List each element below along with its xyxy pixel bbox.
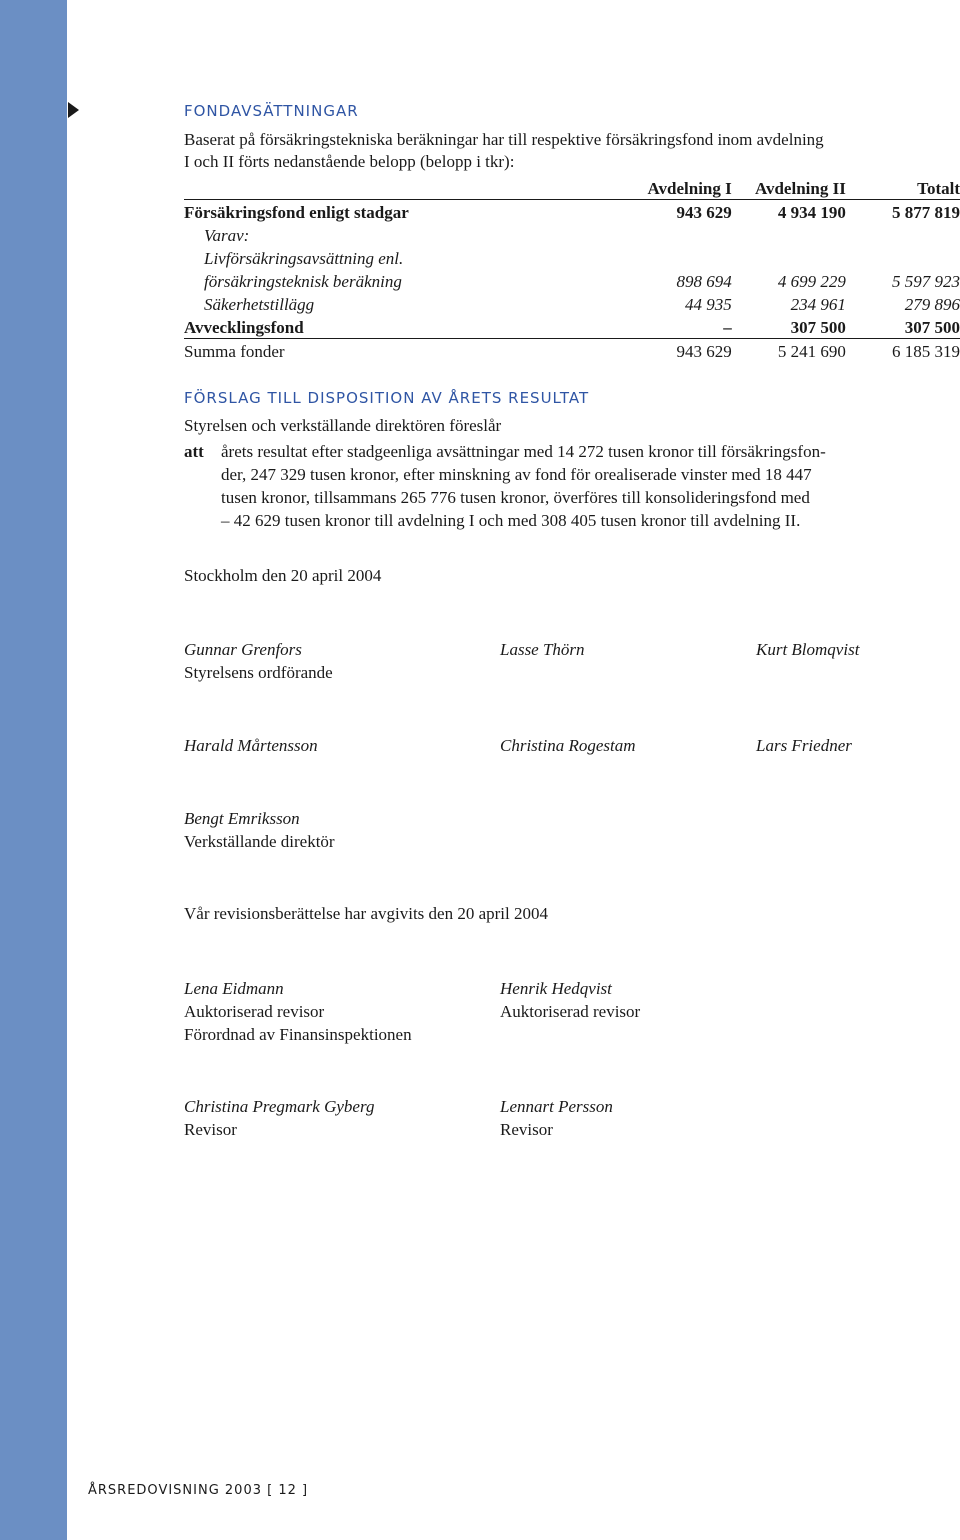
signature-block — [756, 734, 852, 757]
row-label: Säkerhetstillägg — [204, 295, 315, 314]
proposal-line: der, 247 329 tusen kronor, efter minskning av fond för orealiserade vinster med 18 447 — [221, 465, 812, 484]
table-row — [184, 200, 960, 224]
auditor-block — [184, 1095, 374, 1141]
signature-block — [500, 638, 585, 661]
auditor-title: Auktoriserad revisor — [184, 1002, 325, 1021]
table-row — [184, 315, 960, 339]
signature-block — [756, 638, 859, 661]
table-row — [184, 269, 960, 292]
proposal-text — [221, 440, 960, 532]
fund-intro-line: I och II förts nedanstående belopp (belopp i tkr): — [184, 152, 515, 171]
signatory-title: Styrelsens ordförande — [184, 663, 333, 682]
section-arrow-icon — [68, 102, 79, 118]
row-label: Livförsäkringsavsättning enl. — [204, 249, 404, 268]
auditor-title: Auktoriserad revisor — [500, 1002, 641, 1021]
signature-block — [184, 638, 333, 684]
auditor-name: Lennart Persson — [500, 1097, 613, 1116]
signature-block — [184, 807, 335, 853]
cell-value: 943 629 — [676, 342, 732, 361]
table-row — [184, 339, 960, 363]
audit-statement: Vår revisionsberättelse har avgivits den 20 april 2004 — [184, 904, 548, 923]
row-label: Försäkringsfond enligt stadgar — [184, 203, 409, 222]
table-row — [184, 246, 960, 269]
fund-intro — [184, 129, 824, 173]
table-row — [184, 292, 960, 315]
cell-value: – — [723, 318, 732, 337]
fund-table — [184, 176, 960, 362]
row-label: Avvecklingsfond — [184, 318, 304, 337]
row-label: försäkringsteknisk beräkning — [204, 272, 402, 291]
column-header: Avdelning II — [754, 179, 846, 198]
cell-value: 898 694 — [676, 272, 732, 291]
signatory-name: Lasse Thörn — [500, 640, 585, 659]
cell-value: 307 500 — [904, 318, 960, 337]
signature-block — [500, 734, 636, 757]
page-sidebar-band — [0, 0, 67, 1540]
cell-value: 307 500 — [790, 318, 846, 337]
auditor-name: Lena Eidmann — [184, 979, 284, 998]
att-label: att — [184, 442, 204, 461]
auditor-title: Revisor — [184, 1120, 237, 1139]
disposition-intro: Styrelsen och verkställande direktören föreslår — [184, 416, 502, 435]
signatory-name: Lars Friedner — [756, 736, 852, 755]
cell-value: 5 241 690 — [777, 342, 846, 361]
proposal-line: årets resultat efter stadgeenliga avsättningar med 14 272 tusen kronor till försäkringsfon- — [221, 442, 826, 461]
page-footer: ÅRSREDOVISNING 2003 [ 12 ] — [88, 1483, 309, 1498]
signatory-name: Harald Mårtensson — [184, 736, 318, 755]
fund-heading: FONDAVSÄTTNINGAR — [184, 102, 359, 120]
auditor-block — [500, 1095, 613, 1141]
cell-value: 6 185 319 — [892, 342, 960, 361]
signatory-name: Bengt Emriksson — [184, 809, 300, 828]
table-row — [184, 223, 960, 246]
auditor-block — [500, 977, 640, 1023]
signatory-title: Verkställande direktör — [184, 832, 335, 851]
cell-value: 4 934 190 — [777, 203, 846, 222]
column-header: Totalt — [917, 179, 960, 198]
row-label: Varav: — [204, 226, 250, 245]
cell-value: 943 629 — [676, 203, 732, 222]
proposal-line: – 42 629 tusen kronor till avdelning I och med 308 405 tusen kronor till avdelning II. — [221, 511, 801, 530]
place-date: Stockholm den 20 april 2004 — [184, 566, 382, 585]
cell-value: 4 699 229 — [777, 272, 846, 291]
auditor-name: Christina Pregmark Gyberg — [184, 1097, 375, 1116]
cell-value: 5 597 923 — [892, 272, 960, 291]
row-label: Summa fonder — [184, 342, 285, 361]
auditor-title: Förordnad av Finansinspektionen — [184, 1025, 412, 1044]
disposition-heading: FÖRSLAG TILL DISPOSITION AV ÅRETS RESULTAT — [184, 389, 590, 407]
signatory-name: Gunnar Grenfors — [184, 640, 302, 659]
cell-value: 279 896 — [904, 295, 960, 314]
signatory-name: Christina Rogestam — [500, 736, 636, 755]
signatory-name: Kurt Blomqvist — [756, 640, 860, 659]
proposal-line: tusen kronor, tillsammans 265 776 tusen kronor, överföres till konsolideringsfond med — [221, 488, 810, 507]
cell-value: 5 877 819 — [892, 203, 960, 222]
table-header-row — [184, 176, 960, 200]
auditor-block — [184, 977, 412, 1046]
signature-block — [184, 734, 318, 757]
fund-intro-line: Baserat på försäkringstekniska beräkningar har till respektive försäkringsfond inom avdelning — [184, 130, 824, 149]
column-header: Avdelning I — [647, 179, 732, 198]
cell-value: 44 935 — [685, 295, 732, 314]
auditor-title: Revisor — [500, 1120, 553, 1139]
cell-value: 234 961 — [790, 295, 846, 314]
auditor-name: Henrik Hedqvist — [500, 979, 612, 998]
